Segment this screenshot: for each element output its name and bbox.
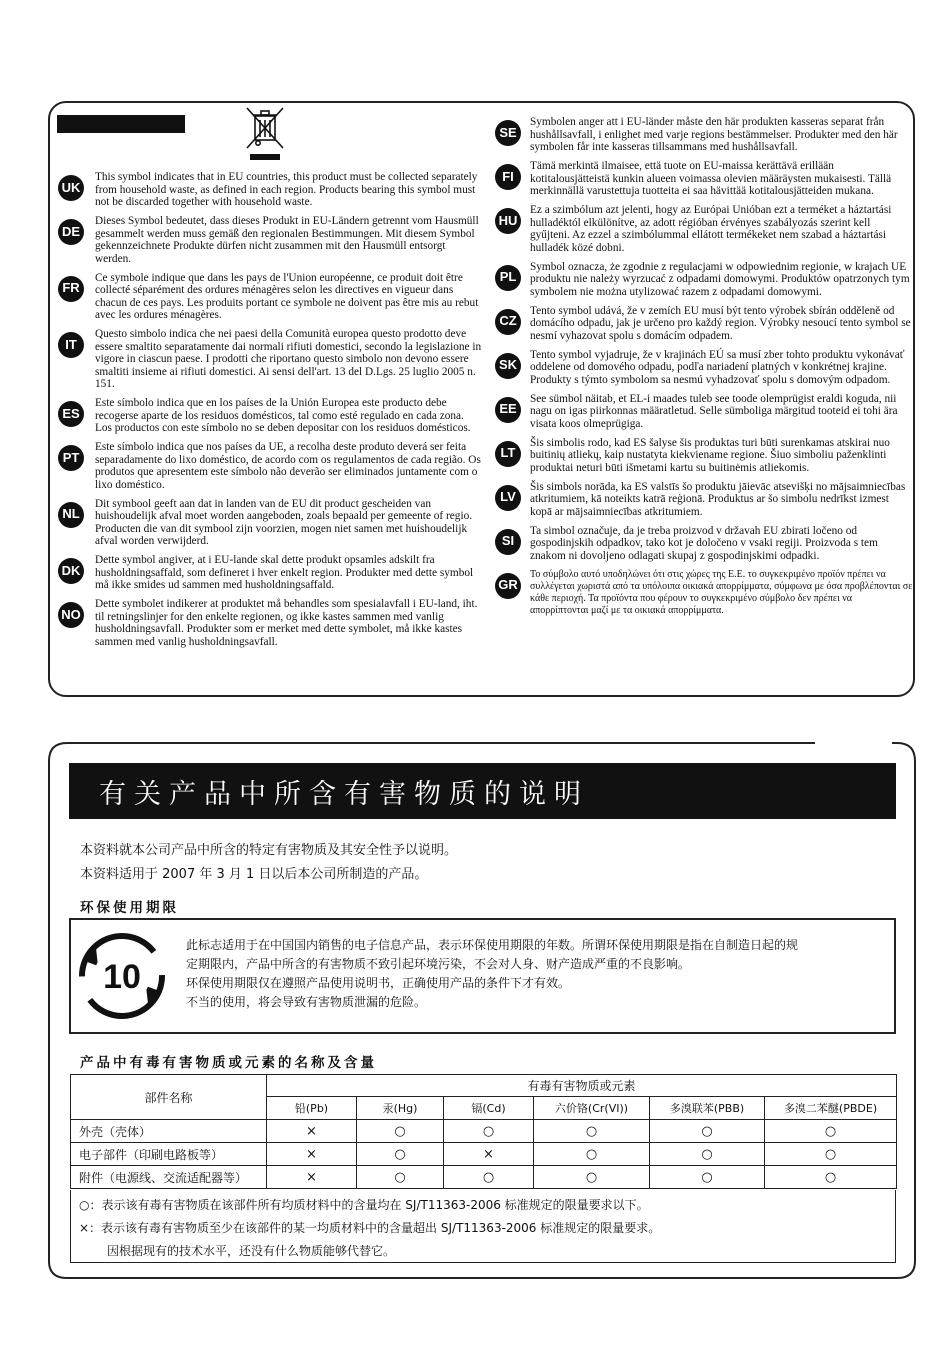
lang-badge-pl: PL	[495, 265, 521, 291]
mark-cell: ○	[534, 1166, 650, 1189]
weee-text-si: Ta simbol označuje, da je treba proizvod v državah EU zbirati ločeno od gospodinjskih odpadkov, tako kot je določeno v vsaki regiji. Proizvoda s tem znakom ni dovoljeno odlagati skupaj z gospodinjskimi odpadki.	[530, 524, 878, 562]
mark-cell: ○	[534, 1143, 650, 1166]
weee-text-ee: See sümbol näitab, et EL-i maades tuleb see toode olemprügist eraldi koguda, nii nagu on igas piirkonnas määratletud. Selle sümboliga märgitud tooteid ei tohi ära visata koos olmeprügiga.	[530, 392, 898, 430]
weee-text-fr: Ce symbole indique que dans les pays de l'Union européenne, ce produit doit être collecté séparément des ordures ménagères selon les directives en vigueur dans chacun de ces pays. Les produits portant ce symbole ne doivent pas être mis au rebut avec les ordures ménagères.	[95, 271, 479, 321]
table-row	[71, 1166, 897, 1189]
weee-text-lv: Šis simbols norāda, ka ES valstīs šo produktu jāievāc atsevišķi no mājsaimniecības atkritumiem, kā noteikts katrā reģionā. Produktus ar šo simbolu nedrīkst izmest kopā ar mājsaimniecības atkritumiem.	[530, 480, 906, 518]
efup-line-4: 不当的使用，将会导致有害物质泄漏的危险。	[186, 995, 427, 1009]
note-reason: 因根据现有的技术水平，还没有什么物质能够代替它。	[107, 1244, 396, 1258]
weee-entry-dk	[58, 554, 483, 592]
table-row	[71, 1120, 897, 1143]
weee-entry-es	[58, 397, 483, 435]
weee-entry-nl	[58, 498, 483, 548]
efup-heading: 环保使用期限	[80, 900, 179, 916]
weee-text-pt: Este símbolo indica que nos países da UE, a recolha deste produto deverá ser feita separadamente do lixo doméstico, de acordo com os regulamentos de cada região. Os produtos que apresentem este símbolo não deverão ser eliminados juntamente com o lixo doméstico.	[95, 441, 481, 491]
weee-text-pl: Symbol oznacza, że zgodnie z regulacjami w odpowiednim regionie, w krajach UE produktu nie należy wyrzucać z odpadami domowymi. Produktów opatrzonych tym symbolem nie można utylizować razem z odpadami domowymi.	[530, 260, 910, 298]
black-label-bar	[57, 115, 185, 133]
lang-badge-no: NO	[58, 602, 84, 628]
weee-text-se: Symbolen anger att i EU-länder måste den här produkten kasseras separat från hushållsavfall, i enlighet med varje regions bestämmelser. Produkter med den här symbolen får inte kasseras tillsammans med hushållsavfall.	[530, 116, 898, 153]
weee-text-de: Dieses Symbol bedeutet, dass dieses Produkt in EU-Ländern getrennt vom Hausmüll gesammelt werden muss gemäß den regionalen Bestimmungen. Mit diesem Symbol gekennzeichnete Produkte dürfen nicht zusammen mit den Hausmüll entsorgt werden.	[95, 215, 479, 265]
weee-right-column	[495, 116, 913, 623]
weee-text-uk: This symbol indicates that in EU countries, this product must be collected separately from household waste, as defined in each region. Products bearing this symbol must not be discarded together with household waste.	[95, 171, 478, 208]
mark-cell: ×	[444, 1143, 534, 1166]
table-row	[71, 1143, 897, 1166]
substance-header: 汞(Hg)	[357, 1097, 444, 1120]
substance-group-header: 有毒有害物质或元素	[267, 1075, 897, 1097]
lang-badge-si: SI	[495, 529, 521, 555]
efup-line-2: 定期限内，产品中所含的有害物质不致引起环境污染，不会对人身、财产造成严重的不良影响。	[186, 957, 691, 971]
weee-text-es: Este símbolo indica que en los países de la Unión Europea este producto debe recogerse aparte de los residuos domésticos, tal como esté regulado en cada zona. Los productos con este símbolo no se deben depositar con los residuos domésticos.	[95, 397, 471, 434]
weee-entry-fi	[495, 160, 913, 198]
lang-badge-sk: SK	[495, 353, 521, 379]
lang-badge-es: ES	[58, 401, 84, 427]
weee-text-nl: Dit symbool geeft aan dat in landen van de EU dit product gescheiden van huishoudelijk afval moet worden aangeboden, zoals bepaald per gemeente of regio. Producten die van dit symbool zijn voorzien, mogen niet samen met huishoudelijk afval worden verwijderd.	[95, 497, 473, 547]
mark-cell: ×	[267, 1120, 357, 1143]
weee-entry-ee	[495, 393, 913, 431]
weee-text-it: Questo simbolo indica che nei paesi della Comunità europea questo prodotto deve essere smaltito separatamente dai normali rifiuti domestici, secondo la legislazione in vigore in ciascun paese. I prodotti che riportano questo simbolo non devono essere smaltiti insieme ai rifiuti domestici. Ai sensi dell'art. 13 del D.Lgs. 25 luglio 2005 n. 151.	[95, 328, 482, 390]
lang-badge-gr: GR	[495, 573, 521, 599]
crossed-out-wheelie-bin-icon	[244, 106, 286, 164]
weee-entry-it	[58, 328, 483, 391]
lang-badge-uk: UK	[58, 175, 84, 201]
substance-header: 六价铬(Cr(VI))	[534, 1097, 650, 1120]
mark-cell: ○	[650, 1143, 765, 1166]
mark-cell: ○	[534, 1120, 650, 1143]
rohs-title: 有关产品中所含有害物质的说明	[69, 763, 896, 819]
weee-text-hu: Ez a szimbólum azt jelenti, hogy az Európai Unióban ezt a terméket a háztartási hulladéktól elkülönítve, az adott régióban érvényes szabályozás szerint kell gyűjteni. Az ezzel a szimbólummal ellátott termékeket nem szabad a háztartási hulladék közé dobni.	[530, 204, 892, 254]
efup-logo-number: 10	[103, 958, 141, 996]
lang-badge-nl: NL	[58, 502, 84, 528]
rohs-intro-line-1: 本资料就本公司产品中所含的特定有害物质及其安全性予以说明。	[80, 843, 458, 858]
mark-cell: ○	[765, 1120, 897, 1143]
weee-entry-no	[58, 598, 483, 648]
weee-entry-fr	[58, 272, 483, 322]
mark-cell: ×	[267, 1166, 357, 1189]
weee-entry-gr	[495, 569, 913, 617]
note-circle: ○：表示该有毒有害物质在该部件所有均质材料中的含量均在 SJ/T11363-2006 标准规定的限量要求以下。	[79, 1198, 649, 1212]
hazardous-substances-table	[70, 1074, 897, 1189]
note-cross: ×：表示该有毒有害物质至少在该部件的某一均质材料中的含量超出 SJ/T11363-2006 标准规定的限量要求。	[79, 1221, 661, 1235]
mark-cell: ○	[650, 1120, 765, 1143]
weee-entry-se	[495, 116, 913, 154]
weee-left-column	[58, 171, 483, 655]
mark-cell: ×	[267, 1143, 357, 1166]
mark-cell: ○	[444, 1120, 534, 1143]
weee-text-lt: Šis simbolis rodo, kad ES šalyse šis produktas turi būti surenkamas atskirai nuo buitinių atliekų, kaip nustatyta kiekviename regione. Šiuo simboliu paženklinti produktai neturi būti išmetami kartu su buitinėmis atliekomis.	[530, 436, 890, 474]
mark-cell: ○	[357, 1166, 444, 1189]
lang-badge-cz: CZ	[495, 309, 521, 335]
lang-badge-ee: EE	[495, 397, 521, 423]
weee-entry-pt	[58, 441, 483, 491]
weee-entry-sk	[495, 349, 913, 387]
weee-entry-de	[58, 215, 483, 265]
weee-entry-hu	[495, 204, 913, 254]
substance-header: 多溴联苯(PBB)	[650, 1097, 765, 1120]
lang-badge-se: SE	[495, 120, 521, 146]
weee-text-fi: Tämä merkintä ilmaisee, että tuote on EU-maissa kerättävä erillään kotitalousjätteistä kunkin alueen voimassa olevien määräysten mukaisesti. Tällä merkinnällä varustettuja tuotteita ei saa hävittää kotitalousjätteiden mukana.	[530, 160, 892, 197]
weee-text-sk: Tento symbol vyjadruje, že v krajinách EÚ sa musí zber tohto produktu vykonávať oddelene od domového odpadu, podľa nariadení platných v konkrétnej krajine. Produkty s týmto symbolom sa nesmú vyhadzovať spolu s domovým odpadom.	[530, 348, 905, 386]
lang-badge-fr: FR	[58, 276, 84, 302]
substance-header: 多溴二苯醚(PBDE)	[765, 1097, 897, 1120]
substance-header: 镉(Cd)	[444, 1097, 534, 1120]
substance-header: 铅(Pb)	[267, 1097, 357, 1120]
efup-10-year-recycle-icon	[76, 930, 168, 1022]
mark-cell: ○	[765, 1166, 897, 1189]
efup-description	[186, 936, 886, 1012]
table-notes	[70, 1190, 896, 1263]
part-name-cell: 外壳（壳体）	[71, 1120, 267, 1143]
lang-badge-pt: PT	[58, 445, 84, 471]
lang-badge-dk: DK	[58, 558, 84, 584]
mark-cell: ○	[765, 1143, 897, 1166]
weee-text-cz: Tento symbol udává, že v zemích EU musí být tento výrobek sbírán odděleně od domácího odpadu, jak je určeno pro každý region. Výrobky nesoucí tento symbol se nesmí vyhazovat spolu s domácím odpadem.	[530, 304, 911, 342]
lang-badge-de: DE	[58, 219, 84, 245]
lang-badge-fi: FI	[495, 164, 521, 190]
mark-cell: ○	[444, 1166, 534, 1189]
rohs-intro-line-2: 本资料适用于 2007 年 3 月 1 日以后本公司所制造的产品。	[80, 867, 428, 882]
efup-line-1: 此标志适用于在中国国内销售的电子信息产品，表示环保使用期限的年数。所谓环保使用期限是指在自制造日起的规	[186, 938, 799, 952]
weee-text-gr: Το σύμβολο αυτό υποδηλώνει ότι στις χώρες της Ε.Ε. το συγκεκριμένο προϊόν πρέπει να συλλέγεται χωριστά από τα υπόλοιπα οικιακά απορρίμματα, σύμφωνα με όσα προβλέπονται σε κάθε περιοχή. Τα προϊόντα που φέρουν το συγκεκριμένο σύμβολο δεν πρέπει να απορρίπτονται μαζί με τα οικιακά απορρίμματα.	[530, 568, 913, 616]
mark-cell: ○	[357, 1143, 444, 1166]
weee-entry-lv	[495, 481, 913, 519]
part-name-header: 部件名称	[71, 1075, 267, 1120]
efup-line-3: 环保使用期限仅在遵照产品使用说明书，正确使用产品的条件下才有效。	[186, 976, 571, 990]
part-name-cell: 电子部件（印刷电路板等）	[71, 1143, 267, 1166]
weee-entry-lt	[495, 437, 913, 475]
mark-cell: ○	[650, 1166, 765, 1189]
weee-entry-uk	[58, 171, 483, 209]
weee-entry-pl	[495, 261, 913, 299]
lang-badge-it: IT	[58, 332, 84, 358]
mark-cell: ○	[357, 1120, 444, 1143]
hazard-table-heading: 产品中有毒有害物质或元素的名称及含量	[80, 1055, 377, 1071]
weee-text-no: Dette symbolet indikerer at produktet må behandles som spesialavfall i EU-land, iht. til retningslinjer for den enkelte regionen, og ikke kastes sammen med vanlig husholdningsavfall. Produkter som er merket med dette symbolet, må ikke kastes sammen med vanlig husholdningsavfall.	[95, 598, 478, 648]
lang-badge-lt: LT	[495, 441, 521, 467]
lang-badge-lv: LV	[495, 485, 521, 511]
lang-badge-hu: HU	[495, 208, 521, 234]
weee-entry-cz	[495, 305, 913, 343]
part-name-cell: 附件（电源线、交流适配器等）	[71, 1166, 267, 1189]
weee-text-dk: Dette symbol angiver, at i EU-lande skal dette produkt opsamles adskilt fra husholdningsaffald, som defineret i hver enkelt region. Produkter med dette symbol må ikke smides ud sammen med husholdningsaffald.	[95, 554, 474, 591]
weee-entry-si	[495, 525, 913, 563]
